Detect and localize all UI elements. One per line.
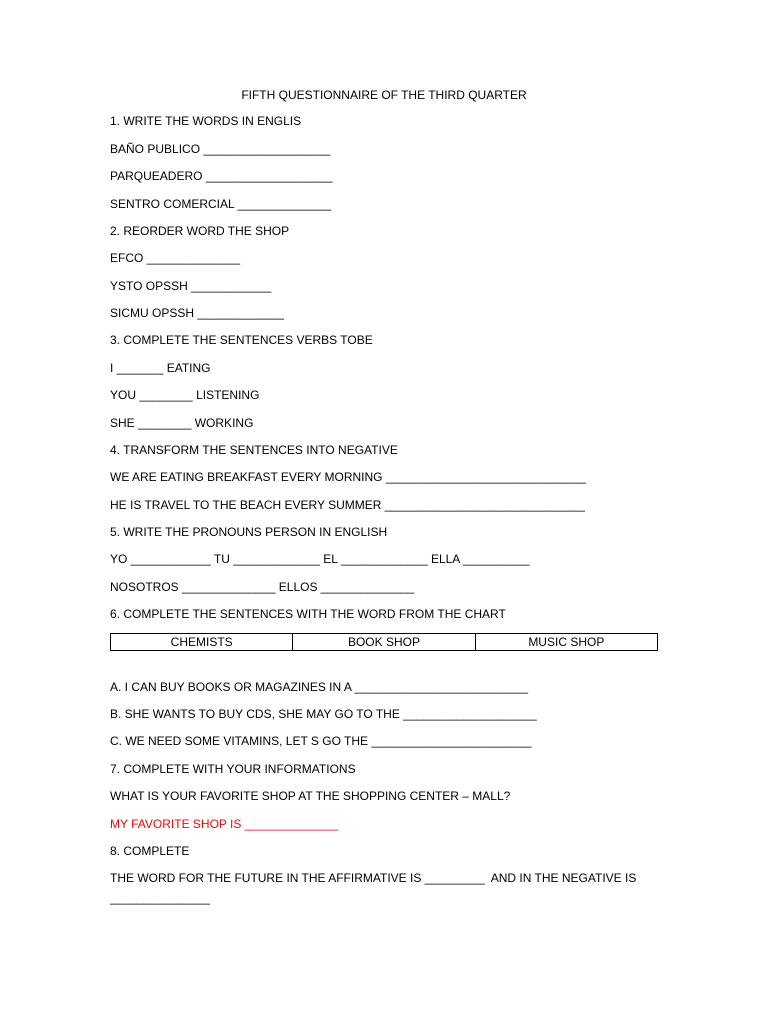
question-3-item: YOU ________ LISTENING [110, 388, 260, 402]
question-7-item: WHAT IS YOUR FAVORITE SHOP AT THE SHOPPING CENTER – MALL? [110, 789, 511, 803]
question-3-item: I _______ EATING [110, 361, 211, 375]
question-8-heading: 8. COMPLETE [110, 844, 190, 858]
question-1-item: BAÑO PUBLICO ___________________ [110, 142, 331, 156]
word-chart-cell: CHEMISTS [111, 634, 293, 651]
word-chart-row [111, 634, 658, 651]
question-7-heading: 7. COMPLETE WITH YOUR INFORMATIONS [110, 762, 356, 776]
question-6-item: B. SHE WANTS TO BUY CDS, SHE MAY GO TO THE ____________________ [110, 707, 537, 721]
question-3-item: SHE ________ WORKING [110, 416, 254, 430]
question-8-item: THE WORD FOR THE FUTURE IN THE AFFIRMATIVE IS _________ AND IN THE NEGATIVE IS [110, 871, 637, 885]
question-6-item: C. WE NEED SOME VITAMINS, LET S GO THE ________________________ [110, 734, 532, 748]
question-8-blank: _______________ [110, 891, 211, 905]
question-4-item: HE IS TRAVEL TO THE BEACH EVERY SUMMER ______________________________ [110, 498, 585, 512]
favorite-shop-line: MY FAVORITE SHOP IS ______________ [110, 817, 339, 831]
question-1-heading: 1. WRITE THE WORDS IN ENGLIS [110, 114, 302, 128]
page-title: FIFTH QUESTIONNAIRE OF THE THIRD QUARTER [241, 88, 527, 102]
word-chart-cell: BOOK SHOP [293, 634, 475, 651]
question-2-item: SICMU OPSSH _____________ [110, 306, 285, 320]
question-2-item: EFCO ______________ [110, 251, 241, 265]
question-4-item: WE ARE EATING BREAKFAST EVERY MORNING ______________________________ [110, 470, 587, 484]
question-5-item: YO ____________ TU _____________ EL _____________ ELLA __________ [110, 552, 530, 566]
question-1-item: SENTRO COMERCIAL ______________ [110, 197, 332, 211]
question-6-heading: 6. COMPLETE THE SENTENCES WITH THE WORD FROM THE CHART [110, 607, 506, 621]
question-2-heading: 2. REORDER WORD THE SHOP [110, 224, 290, 238]
question-1-item: PARQUEADERO ___________________ [110, 169, 333, 183]
question-4-heading: 4. TRANSFORM THE SENTENCES INTO NEGATIVE [110, 443, 398, 457]
question-5-heading: 5. WRITE THE PRONOUNS PERSON IN ENGLISH [110, 525, 388, 539]
word-chart-cell: MUSIC SHOP [475, 634, 657, 651]
question-3-heading: 3. COMPLETE THE SENTENCES VERBS TOBE [110, 333, 373, 347]
question-6-item: A. I CAN BUY BOOKS OR MAGAZINES IN A __________________________ [110, 680, 529, 694]
question-5-item: NOSOTROS ______________ ELLOS ______________ [110, 580, 415, 594]
word-chart-table [110, 633, 658, 651]
question-2-item: YSTO OPSSH ____________ [110, 279, 272, 293]
